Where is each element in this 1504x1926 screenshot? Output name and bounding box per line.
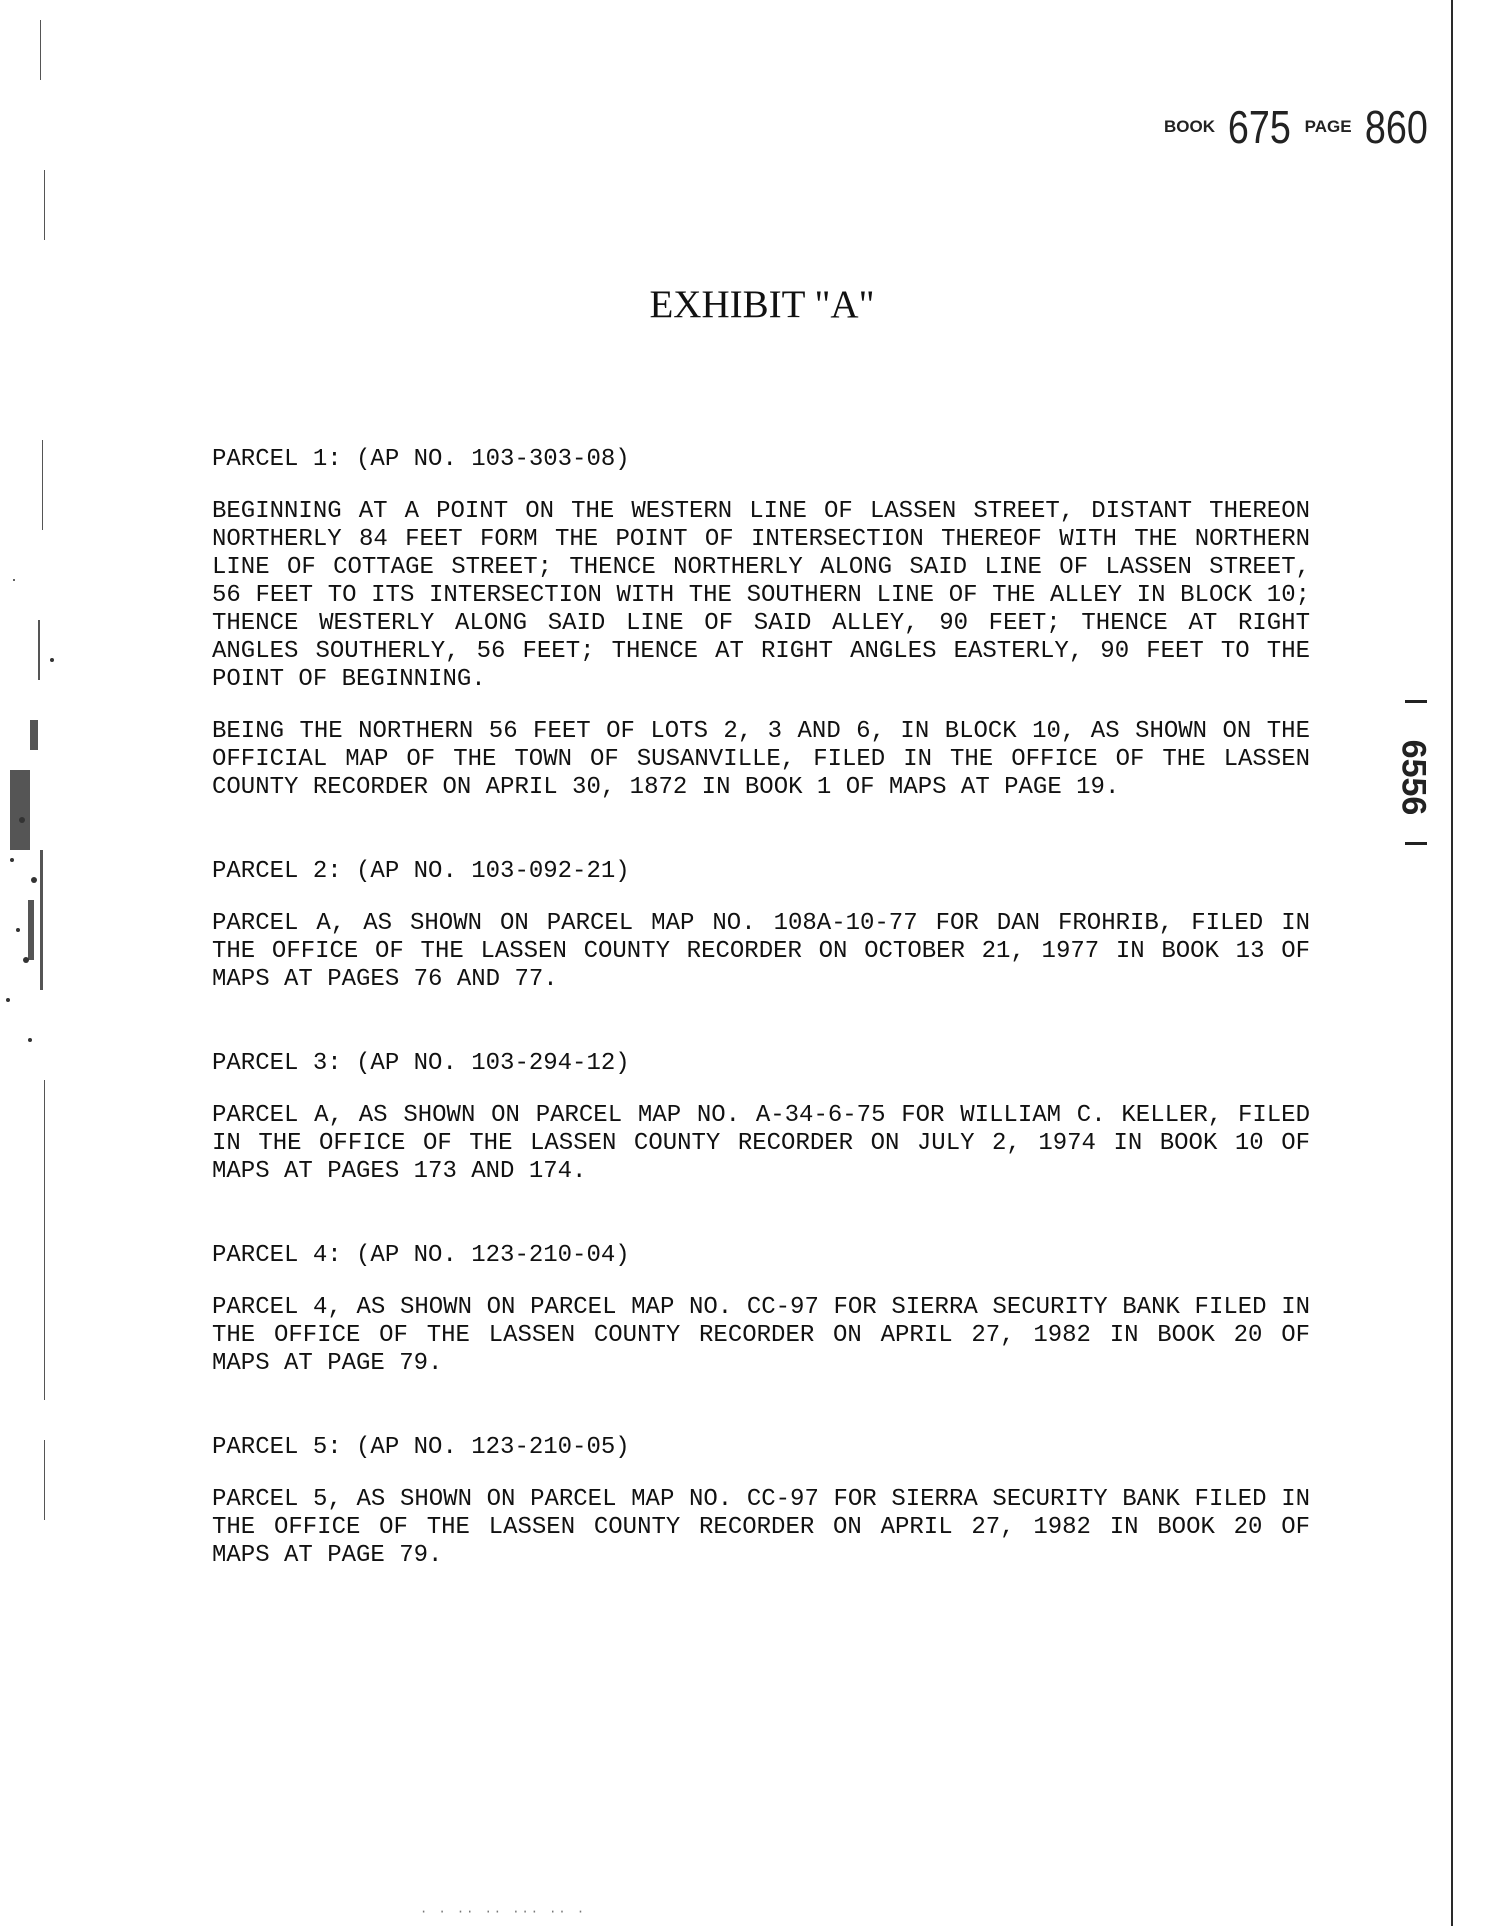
stamp-tick-mark [1405,700,1427,703]
page-number: 860 [1364,101,1428,153]
parcel-description: BEGINNING AT A POINT ON THE WESTERN LINE OF LASSEN STREET, DISTANT THEREON NORTHERLY 84 FEET FORM THE POINT OF INTERSECTION THEREOF WITH THE NORTHERN LINE OF COTTAGE STREET; THENCE NORTHERLY ALONG SAID LINE OF LASSEN STREET, 56 FEET TO ITS INTERSECTION WITH THE SOUTHERN LINE OF THE ALLEY IN BLOCK 10; THENCE WESTERLY ALONG SAID LINE OF SAID ALLEY, 90 FEET; THENCE AT RIGHT ANGLES SOUTHERLY, 56 FEET; THENCE AT RIGHT ANGLES EASTERLY, 90 FEET TO THE POINT OF BEGINNING. [212,498,1310,693]
spacer [212,802,1310,858]
parcel-description: BEING THE NORTHERN 56 FEET OF LOTS 2, 3 AND 6, IN BLOCK 10, AS SHOWN ON THE OFFICIAL MAP OF THE TOWN OF SUSANVILLE, FILED IN THE OFFICE OF THE LASSEN COUNTY RECORDER ON APRIL 30, 1872 IN BOOK 1 OF MAPS AT PAGE 19. [212,718,1310,801]
spacer [212,1462,1310,1486]
parcel-section [212,858,1310,994]
page-label: PAGE [1304,117,1352,136]
parcel-section [212,1434,1310,1570]
side-stamp-number: 6556 [1394,739,1433,816]
spacer [212,694,1310,718]
spacer [212,886,1310,910]
parcel-heading: PARCEL 4: (AP NO. 123-210-04) [212,1242,630,1269]
parcel-description: PARCEL A, AS SHOWN ON PARCEL MAP NO. 108A-10-77 FOR DAN FROHRIB, FILED IN THE OFFICE OF THE LASSEN COUNTY RECORDER ON OCTOBER 21, 1977 IN BOOK 13 OF MAPS AT PAGES 76 AND 77. [212,910,1310,993]
spacer [212,1078,1310,1102]
stamp-tick-mark [1405,842,1427,845]
parcel-heading: PARCEL 1: (AP NO. 103-303-08) [212,446,630,473]
parcel-section [212,1242,1310,1378]
book-page-stamp [1164,100,1437,154]
parcel-heading: PARCEL 3: (AP NO. 103-294-12) [212,1050,630,1077]
parcel-heading: PARCEL 5: (AP NO. 123-210-05) [212,1434,630,1461]
side-recording-stamp [1393,700,1433,870]
spacer [212,1186,1310,1242]
parcel-section [212,446,1310,802]
parcel-description: PARCEL 5, AS SHOWN ON PARCEL MAP NO. CC-97 FOR SIERRA SECURITY BANK FILED IN THE OFFICE OF THE LASSEN COUNTY RECORDER ON APRIL 27, 1982 IN BOOK 20 OF MAPS AT PAGE 79. [212,1486,1310,1569]
scan-noise-bottom: · · ·· ·· ··· ·· · [420,1905,587,1919]
spacer [212,994,1310,1050]
parcel-heading: PARCEL 2: (AP NO. 103-092-21) [212,858,630,885]
book-number: 675 [1228,101,1292,153]
spacer [212,1378,1310,1434]
spacer [212,474,1310,498]
parcel-section [212,1050,1310,1186]
exhibit-title: EXHIBIT "A" [649,283,875,326]
parcel-description: PARCEL 4, AS SHOWN ON PARCEL MAP NO. CC-97 FOR SIERRA SECURITY BANK FILED IN THE OFFICE OF THE LASSEN COUNTY RECORDER ON APRIL 27, 1982 IN BOOK 20 OF MAPS AT PAGE 79. [212,1294,1310,1377]
spacer [212,1270,1310,1294]
parcel-list [212,446,1310,1570]
book-label: BOOK [1164,117,1215,136]
parcel-description: PARCEL A, AS SHOWN ON PARCEL MAP NO. A-34-6-75 FOR WILLIAM C. KELLER, FILED IN THE OFFICE OF THE LASSEN COUNTY RECORDER ON JULY 2, 1974 IN BOOK 10 OF MAPS AT PAGES 173 AND 174. [212,1102,1310,1185]
